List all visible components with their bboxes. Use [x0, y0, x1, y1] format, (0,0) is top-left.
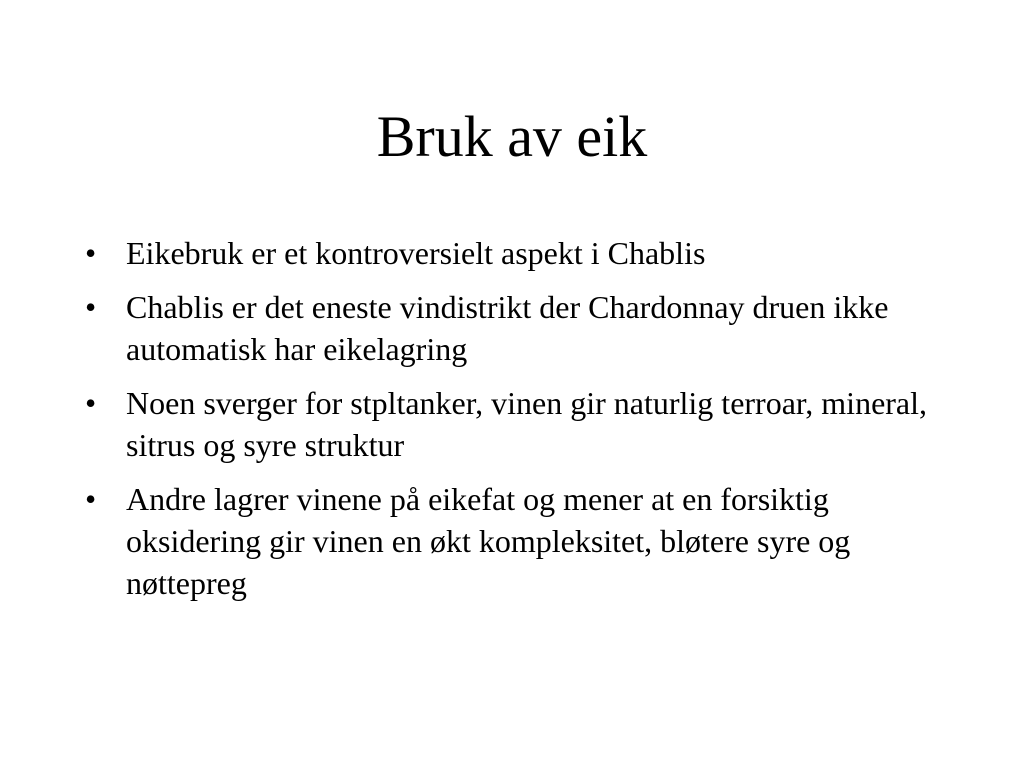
slide-title: Bruk av eik: [376, 104, 648, 169]
bullet-text: Chablis er det eneste vindistrikt der Chardonnay druen ikke automatisk har eikelagring: [126, 289, 889, 367]
bullet-text: Eikebruk er et kontroversielt aspekt i Chablis: [126, 235, 706, 271]
bullet-list: [85, 232, 945, 616]
bullet-marker: •: [85, 385, 97, 421]
bullet-text: Noen sverger for stpltanker, vinen gir naturlig terroar, mineral, sitrus og syre struktur: [126, 385, 928, 463]
bullet-marker: •: [85, 289, 97, 325]
bullet-item: [85, 232, 945, 274]
bullet-item: [85, 382, 945, 466]
bullet-item: [85, 286, 945, 370]
bullet-text: Andre lagrer vinene på eikefat og mener at en forsiktig oksidering gir vinen en økt kompleksitet, bløtere syre og nøttepreg: [126, 481, 851, 601]
bullet-marker: •: [85, 481, 97, 517]
bullet-item: [85, 478, 945, 604]
bullet-marker: •: [85, 235, 97, 271]
